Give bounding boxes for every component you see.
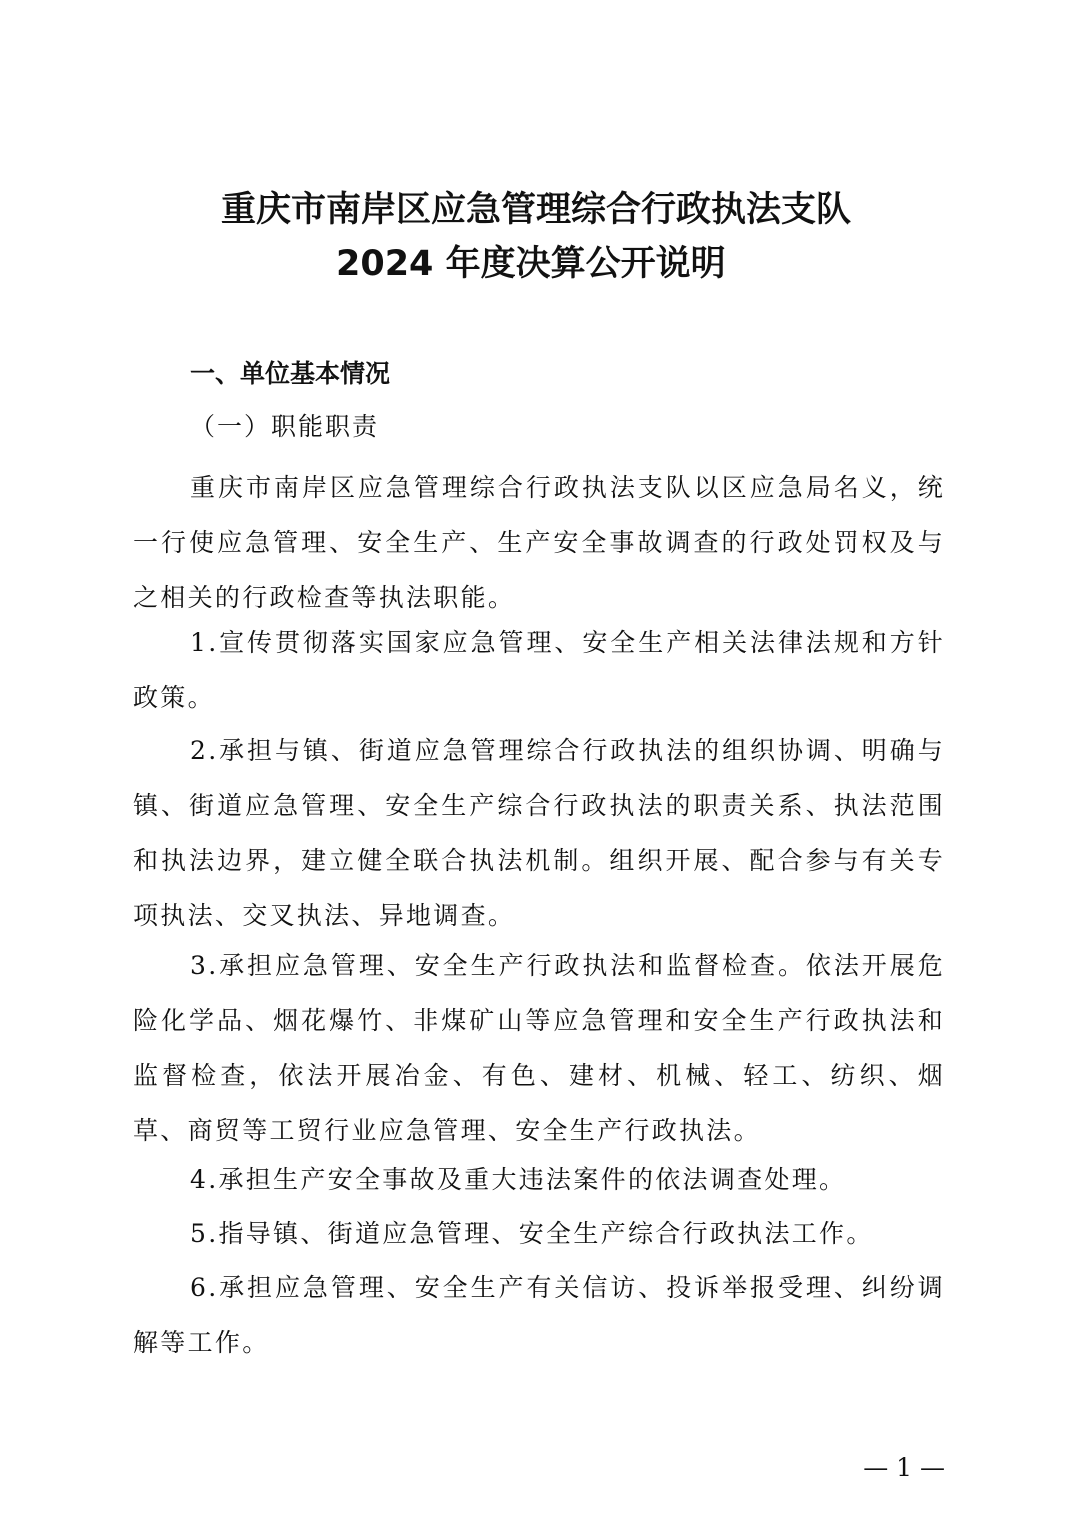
paragraph-item-1: 1.宣传贯彻落实国家应急管理、安全生产相关法律法规和方针政策。 <box>133 628 945 712</box>
paragraph-item-6: 6.承担应急管理、安全生产有关信访、投诉举报受理、纠纷调解等工作。 <box>133 1273 945 1357</box>
paragraph-item-3: 3.承担应急管理、安全生产行政执法和监督检查。依法开展危险化学品、烟花爆竹、非煤矿山等应急管理和安全生产行政执法和监督检查，依法开展冶金、有色、建材、机械、轻工、纺织、烟草、商贸等工贸行业应急管理、安全生产行政执法。 <box>133 951 945 1145</box>
paragraph-item-4: 4.承担生产安全事故及重大违法案件的依法调查处理。 <box>190 1165 847 1194</box>
subsection-heading: （一）职能职责 <box>190 412 380 441</box>
document-title-line2: 2024 年度决算公开说明 <box>336 244 726 284</box>
paragraph-intro: 重庆市南岸区应急管理综合行政执法支队以区应急局名义，统一行使应急管理、安全生产、生产安全事故调查的行政处罚权及与之相关的行政检查等执法职能。 <box>133 473 945 612</box>
section-heading: 一、单位基本情况 <box>190 359 391 388</box>
paragraph-item-5: 5.指导镇、街道应急管理、安全生产综合行政执法工作。 <box>190 1219 874 1248</box>
paragraph-item-2: 2.承担与镇、街道应急管理综合行政执法的组织协调、明确与镇、街道应急管理、安全生产综合行政执法的职责关系、执法范围和执法边界，建立健全联合执法机制。组织开展、配合参与有关专项执法、交叉执法、异地调查。 <box>133 736 945 930</box>
document-title-line1: 重庆市南岸区应急管理综合行政执法支队 <box>221 190 852 230</box>
page-number: — 1 — <box>863 1453 945 1482</box>
